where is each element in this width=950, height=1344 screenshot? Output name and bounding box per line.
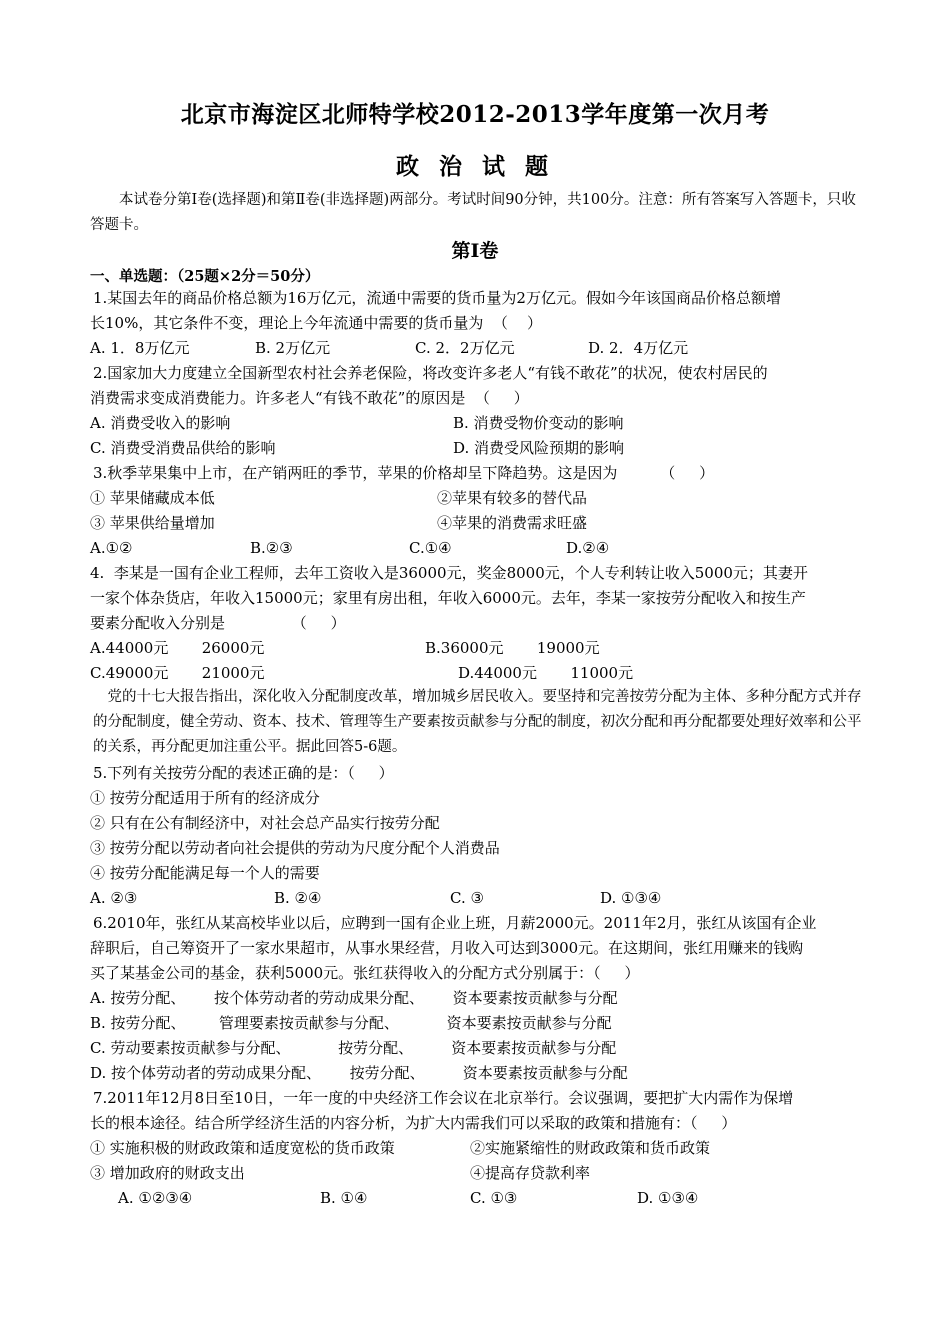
question-3-option-b: B.②③ bbox=[250, 539, 293, 557]
question-3-statement-4: ④苹果的消费需求旺盛 bbox=[437, 514, 588, 532]
section-heading: 一、单选题：（25题×2分＝50分） bbox=[90, 268, 320, 285]
question-1-option-c: C. 2．2万亿元 bbox=[415, 339, 515, 357]
question-5-option-d: D. ①③④ bbox=[600, 889, 662, 907]
question-2-stem-cont: 消费需求变成消费能力。许多老人“有钱不敢花”的原因是 （ ） bbox=[90, 389, 529, 407]
question-3-stem: 3.秋季苹果集中上市，在产销两旺的季节，苹果的价格却呈下降趋势。这是因为 （ ） bbox=[93, 464, 715, 482]
question-6-stem-cont-2: 买了某基金公司的基金，获利5000元。张红获得收入的分配方式分别属于：（ ） bbox=[90, 964, 640, 982]
volume-heading: 第Ⅰ卷 bbox=[451, 240, 499, 262]
question-7-statement-4: ④提高存贷款利率 bbox=[470, 1164, 591, 1182]
question-1-stem: 1.某国去年的商品价格总额为16万亿元，流通中需要的货币量为2万亿元。假如今年该国商品价格总额增 bbox=[93, 289, 781, 307]
question-2-option-b: B. 消费受物价变动的影响 bbox=[453, 414, 624, 432]
question-3-option-d: D.②④ bbox=[566, 539, 610, 557]
material-paragraph: 党的十七大报告指出，深化收入分配制度改革，增加城乡居民收入。要坚持和完善按劳分配为主体、多种分配方式并存的分配制度，健全劳动、资本、技术、管理等生产要素按贡献参与分配的制度，初次分配和再分配都要处理好效率和公平的关系，再分配更加注重公平。据此回答5-6题。 bbox=[93, 689, 862, 755]
question-3-statement-1: ① 苹果储藏成本低 bbox=[90, 489, 215, 507]
question-2-stem: 2.国家加大力度建立全国新型农村社会养老保险，将改变许多老人“有钱不敢花”的状况，使农村居民的 bbox=[93, 364, 768, 382]
question-1-option-d: D. 2．4万亿元 bbox=[588, 339, 689, 357]
question-6-option-c: C. 劳动要素按贡献参与分配、 按劳分配、 资本要素按贡献参与分配 bbox=[90, 1039, 617, 1057]
question-6-option-d: D. 按个体劳动者的劳动成果分配、 按劳分配、 资本要素按贡献参与分配 bbox=[90, 1064, 628, 1082]
question-1-option-a: A. 1．8万亿元 bbox=[90, 339, 190, 357]
question-3-statement-3: ③ 苹果供给量增加 bbox=[90, 514, 215, 532]
question-7-option-d: D. ①③④ bbox=[637, 1189, 699, 1207]
question-6-option-a: A. 按劳分配、 按个体劳动者的劳动成果分配、 资本要素按贡献参与分配 bbox=[90, 989, 618, 1007]
question-7-stem: 7.2011年12月8日至10日，一年一度的中央经济工作会议在北京举行。会议强调，要把扩大内需作为保增 bbox=[93, 1089, 794, 1107]
question-4-option-a: A.44000元 26000元 bbox=[90, 639, 265, 657]
question-7-option-b: B. ①④ bbox=[320, 1189, 368, 1207]
question-7-option-a: A. ①②③④ bbox=[118, 1189, 193, 1207]
question-7-statement-3: ③ 增加政府的财政支出 bbox=[90, 1164, 245, 1182]
exam-subtitle: 政 治 试 题 bbox=[395, 153, 555, 180]
question-7-option-c: C. ①③ bbox=[470, 1189, 518, 1207]
question-7-statement-1: ① 实施积极的财政政策和适度宽松的货币政策 bbox=[90, 1139, 395, 1157]
question-4-stem: 4. 李某是一国有企业工程师，去年工资收入是36000元，奖金8000元，个人专利转让收入5000元；其妻开 bbox=[90, 564, 808, 582]
question-5-statement-4: ④ 按劳分配能满足每一个人的需要 bbox=[90, 864, 320, 882]
question-6-option-b: B. 按劳分配、 管理要素按贡献参与分配、 资本要素按贡献参与分配 bbox=[90, 1014, 612, 1032]
question-3-statement-2: ②苹果有较多的替代品 bbox=[437, 489, 588, 507]
exam-instructions: 本试卷分第Ⅰ卷(选择题)和第Ⅱ卷(非选择题)两部分。考试时间90分钟，共100分。注意：所有答案写入答题卡，只收答题卡。 bbox=[90, 192, 856, 233]
question-4-option-d: D.44000元 11000元 bbox=[458, 664, 634, 682]
question-2-option-c: C. 消费受消费品供给的影响 bbox=[90, 439, 276, 457]
question-5-option-a: A. ②③ bbox=[90, 889, 138, 907]
question-5-statement-3: ③ 按劳分配以劳动者向社会提供的劳动为尺度分配个人消费品 bbox=[90, 839, 500, 857]
question-6-stem-cont: 辞职后，自己筹资开了一家水果超市，从事水果经营，月收入可达到3000元。在这期间，张红用赚来的钱购 bbox=[90, 939, 804, 957]
question-6-stem: 6.2010年，张红从某高校毕业以后，应聘到一国有企业上班，月薪2000元。2011年2月，张红从该国有企业 bbox=[93, 914, 817, 932]
question-5-statement-1: ① 按劳分配适用于所有的经济成分 bbox=[90, 789, 320, 807]
question-5-option-c: C. ③ bbox=[450, 889, 484, 907]
question-1-stem-cont: 长10%，其它条件不变，理论上今年流通中需要的货币量为 （ ） bbox=[90, 314, 542, 332]
question-5-option-b: B. ②④ bbox=[274, 889, 322, 907]
question-2-option-a: A. 消费受收入的影响 bbox=[90, 414, 231, 432]
question-4-stem-cont-2: 要素分配收入分别是 （ ） bbox=[90, 614, 346, 632]
question-3-option-a: A.①② bbox=[90, 539, 133, 557]
question-7-statement-2: ②实施紧缩性的财政政策和货币政策 bbox=[470, 1139, 711, 1157]
question-7-stem-cont: 长的根本途径。结合所学经济生活的内容分析，为扩大内需我们可以采取的政策和措施有：（ ） bbox=[90, 1114, 737, 1132]
question-3-option-c: C.①④ bbox=[409, 539, 452, 557]
question-5-statement-2: ② 只有在公有制经济中，对社会总产品实行按劳分配 bbox=[90, 814, 440, 832]
exam-title: 北京市海淀区北师特学校2012-2013学年度第一次月考 bbox=[180, 101, 770, 128]
question-4-option-c: C.49000元 21000元 bbox=[90, 664, 265, 682]
question-4-stem-cont: 一家个体杂货店，年收入15000元；家里有房出租，年收入6000元。去年，李某一家按劳分配收入和按生产 bbox=[90, 589, 806, 607]
question-1-option-b: B. 2万亿元 bbox=[255, 339, 331, 357]
question-4-option-b: B.36000元 19000元 bbox=[425, 639, 600, 657]
question-2-option-d: D. 消费受风险预期的影响 bbox=[453, 439, 625, 457]
question-5-stem: 5.下列有关按劳分配的表述正确的是：（ ） bbox=[93, 764, 394, 782]
